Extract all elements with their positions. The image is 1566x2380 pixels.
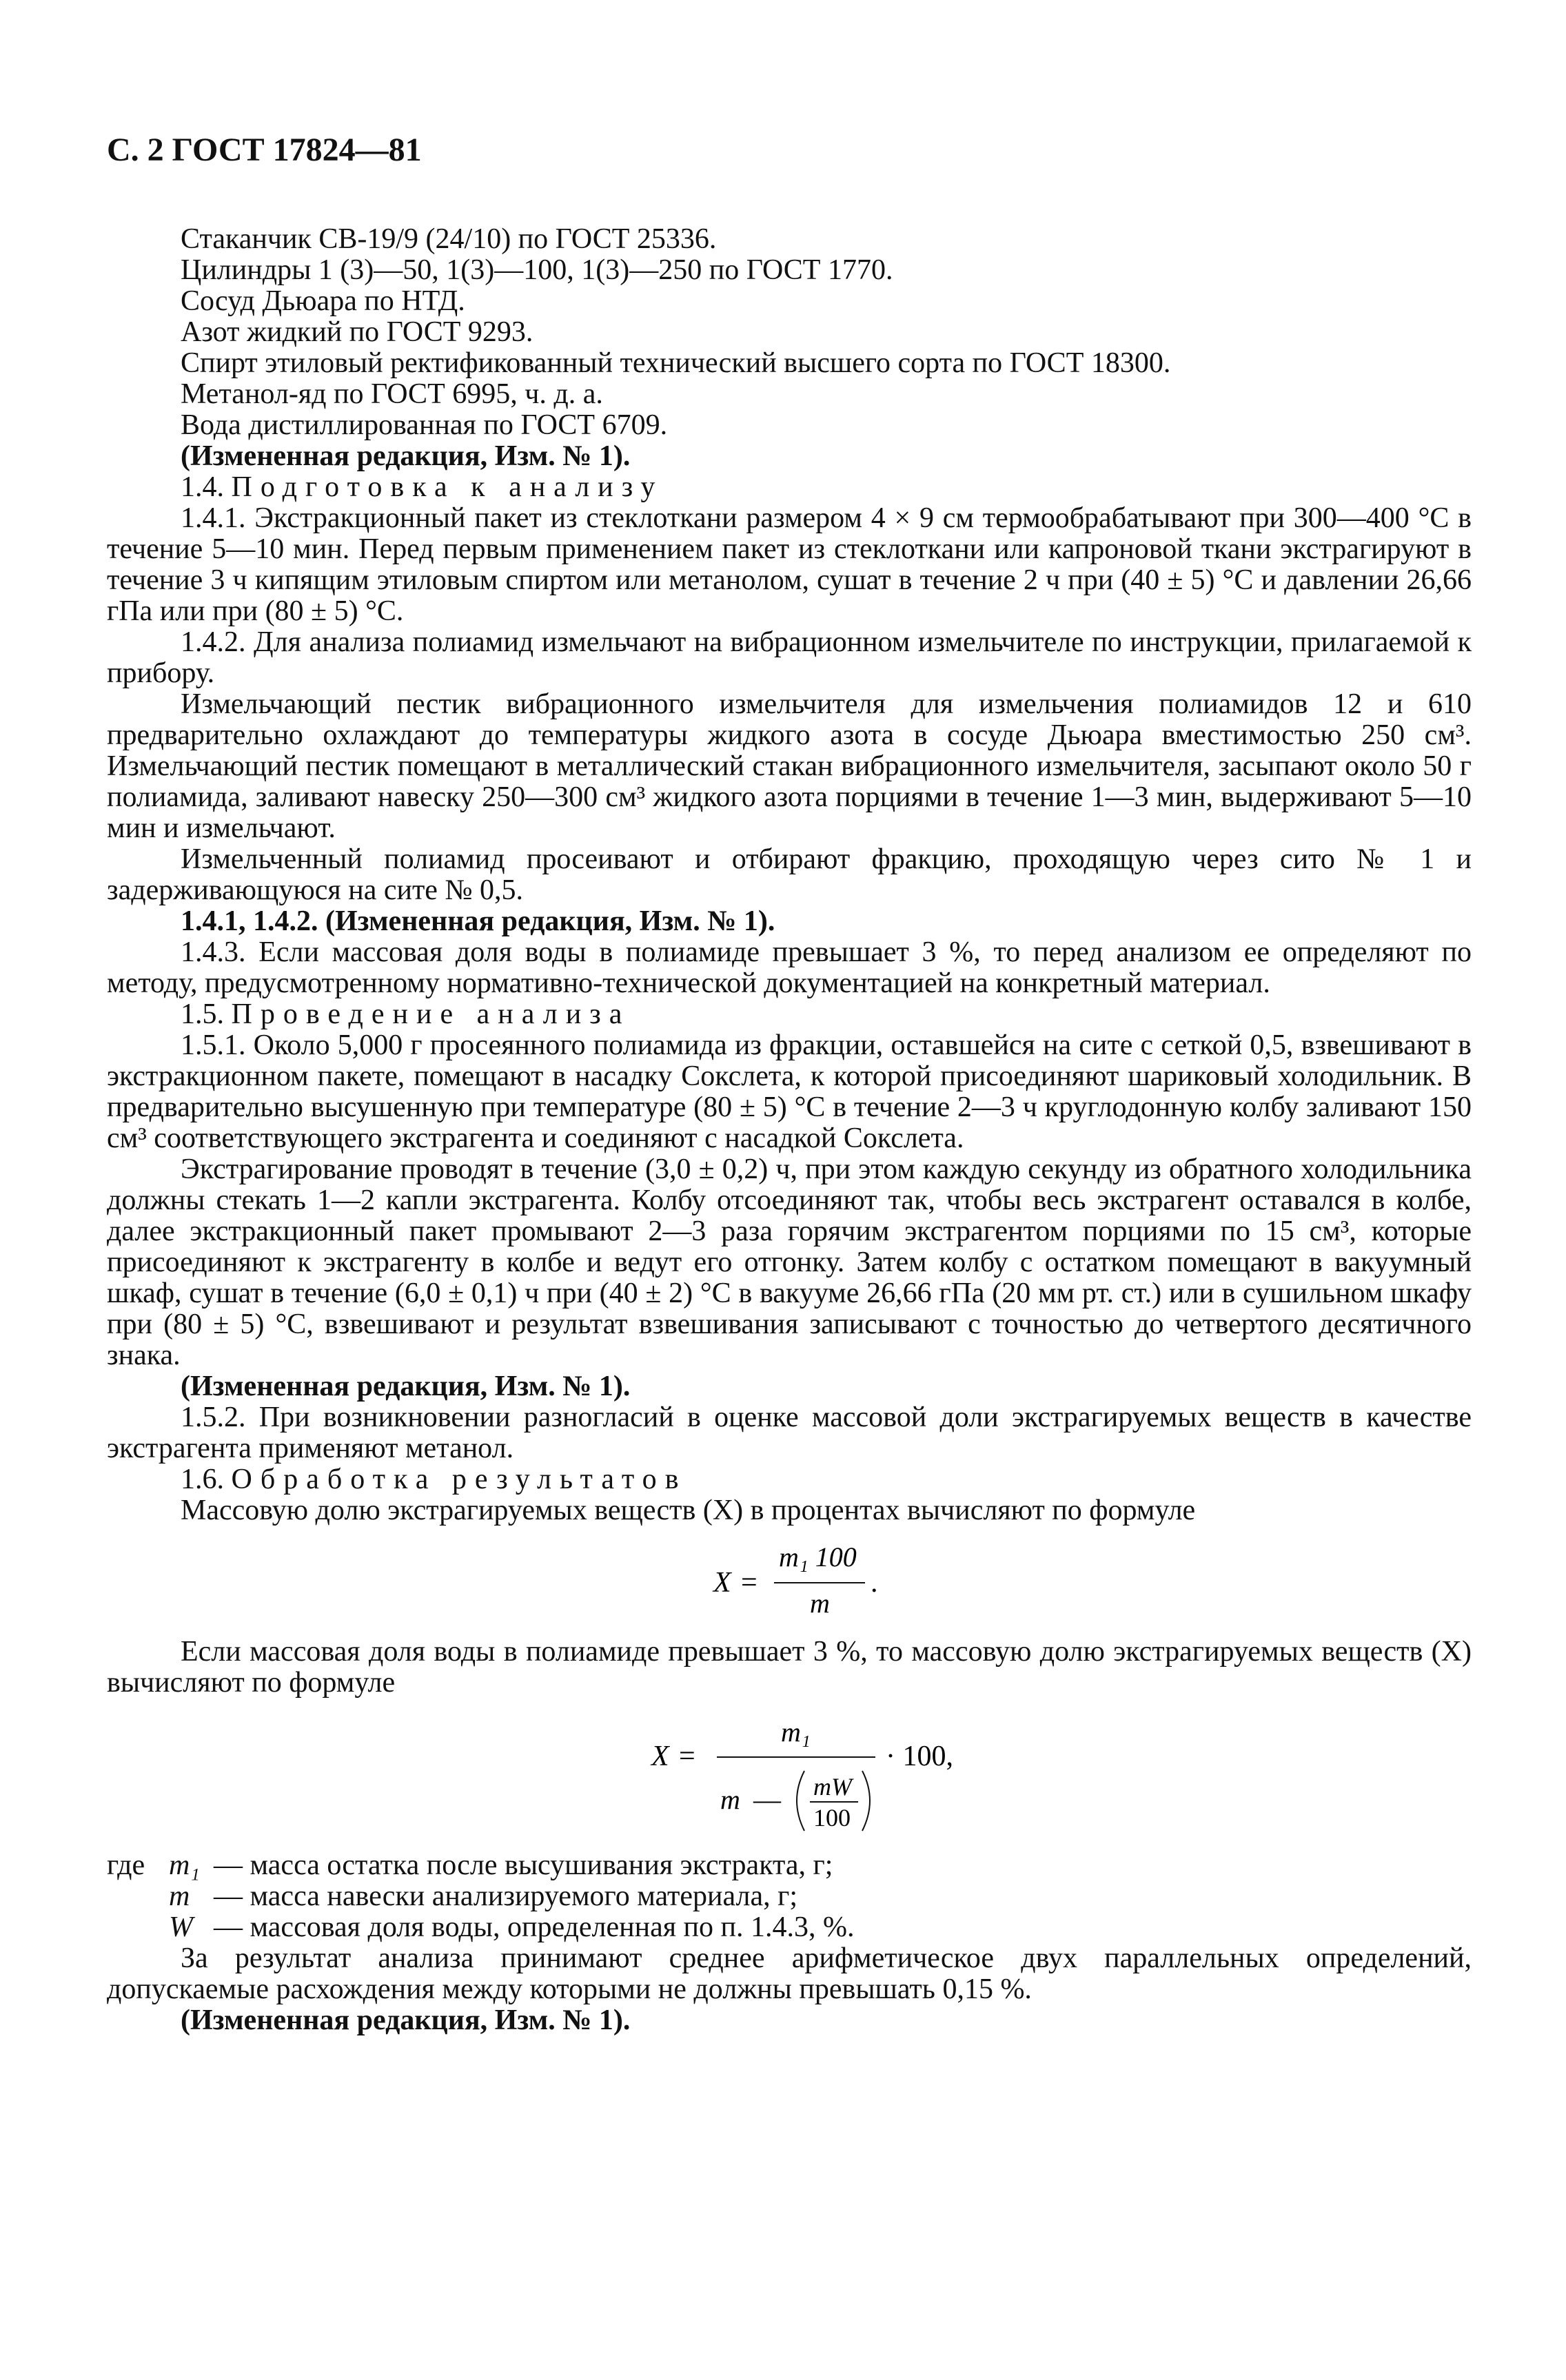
definition-row	[107, 1912, 1472, 1943]
section-heading	[107, 1464, 1472, 1495]
section-title: Обработка результатов	[231, 1464, 687, 1495]
item-line: Стаканчик СВ-19/9 (24/10) по ГОСТ 25336.	[181, 223, 717, 255]
item-line: Сосуд Дьюара по НТД.	[181, 285, 465, 317]
amendment-text: 1.4.1, 1.4.2. (Измененная редакция, Изм. № 1).	[181, 905, 775, 937]
amendment-note: (Измененная редакция, Изм. № 1).	[181, 2004, 631, 2036]
paragraph: Экстрагирование проводят в течение (3,0 ± 0,2) ч, при этом каждую секунду из обратного холодильника должны стекать 1—2 капли экстрагента. Колбу отсоединяют так, чтобы весь экстрагент оставался в колбе, далее экстракционный пакет промывают 2—3 раза горячим экстрагентом порциями по 15 см³, которые присоединяют к экстрагенту в колбе и ведут его отгонку. Затем колбу с остатком помещают в вакуумный шкаф, сушат в течение (6,0 ± 0,1) ч при (40 ± 2) °С в вакууме 26,66 гПа (20 мм рт. ст.) или в сушильном шкафу при (80 ± 5) °С, взвешивают и результат взвешивания записывают с точностью до четвертого десятичного знака.	[107, 1153, 1472, 1371]
paragraph: 1.5.1. Около 5,000 г просеянного полиамида из фракции, оставшейся на сите с сеткой 0,5, взвешивают в экстракционном пакете, помещают в насадку Сокслета, к которой присоединяют шариковый холодильник. В предварительно высушенную при температуре (80 ± 5) °С в течение 2—3 ч круглодонную колбу заливают 150 см³ соответствующего экстрагента и соединяют с насадкой Сокслета.	[107, 1029, 1472, 1154]
section-number: 1.4.	[181, 471, 224, 503]
formula-1-numerator: m₁ 100	[779, 1541, 857, 1572]
formula-2-eq: =	[679, 1741, 695, 1772]
formula-1-graphic	[107, 1526, 1472, 1637]
formula-2-lhs: X	[651, 1741, 669, 1772]
section-title: Подготовка к анализу	[231, 471, 664, 503]
formula-2-graphic	[107, 1699, 1472, 1850]
amendment-note: (Измененная редакция, Изм. № 1).	[181, 440, 631, 472]
item-line: Спирт этиловый ректификованный технический высшего сорта по ГОСТ 18300.	[181, 347, 1171, 379]
variable-symbol: W	[169, 1911, 193, 1943]
where-prefix	[107, 1912, 169, 1943]
item-line: Метанол-яд по ГОСТ 6995, ч. д. а.	[181, 378, 603, 410]
amendment-note: (Измененная редакция, Изм. № 1).	[181, 1371, 631, 1402]
paragraph: 1.4.1. Экстракционный пакет из стеклоткани размером 4 × 9 см термообрабатывают при 300—400 °С в течение 5—10 мин. Перед первым применением пакет из стеклоткани или капроновой ткани экстрагируют в течение 3 ч кипящим этиловым спиртом или метанолом, сушат в течение 2 ч при (40 ± 5) °С и давлении 26,66 гПа или при (80 ± 5) °С.	[107, 502, 1472, 627]
section-heading	[107, 999, 1472, 1030]
section-number: 1.6.	[181, 1464, 224, 1495]
formula-2-denominator-m: m	[720, 1784, 740, 1815]
left-paren	[797, 1771, 804, 1831]
formula-2-minus: —	[753, 1784, 781, 1815]
variable-symbol: m	[169, 1880, 190, 1912]
item-line: Цилиндры 1 (3)—50, 1(3)—100, 1(3)—250 по ГОСТ 1770.	[181, 254, 893, 286]
right-paren	[862, 1771, 870, 1831]
paragraph: Массовую долю экстрагируемых веществ (X) в процентах вычисляют по формуле	[181, 1495, 1196, 1526]
paragraph: 1.4.3. Если массовая доля воды в полиамиде превышает 3 %, то перед анализом ее определяют по методу, предусмотренному нормативно-технической документацией на конкретный материал.	[107, 936, 1472, 999]
item-line: Азот жидкий по ГОСТ 9293.	[181, 316, 533, 348]
variable-description: — массовая доля воды, определенная по п. 1.4.3, %.	[214, 1911, 855, 1943]
formula-2-tail: · 100,	[886, 1741, 953, 1772]
where-prefix	[107, 1881, 169, 1912]
page-header: С. 2 ГОСТ 17824—81	[107, 132, 422, 168]
formula-2	[107, 1699, 1472, 1850]
section-heading	[107, 472, 1472, 503]
document-body	[107, 224, 1472, 2036]
amendment-note	[107, 906, 1472, 937]
variable-definitions	[107, 1850, 1472, 1943]
paragraph: Измельченный полиамид просеивают и отбирают фракцию, проходящую через сито № 1 и задерживающуюся на сите № 0,5.	[107, 843, 1472, 906]
variable-symbol: m₁	[169, 1849, 200, 1881]
formula-1-denominator: m	[810, 1588, 830, 1619]
formula-2-numerator: m₁	[781, 1716, 811, 1747]
section-number: 1.5.	[181, 998, 224, 1030]
formula-1-end: .	[871, 1567, 878, 1599]
paragraph: Измельчающий пестик вибрационного измельчителя для измельчения полиамидов 12 и 610 предварительно охлаждают до температуры жидкого азота в сосуде Дьюара вместимостью 250 см³. Измельчающий пестик помещают в металлический стакан вибрационного измельчителя, засыпают около 50 г полиамида, заливают навеску 250—300 см³ жидкого азота порциями в течение 1—3 мин, выдерживают 5—10 мин и измельчают.	[107, 688, 1472, 844]
formula-1	[107, 1526, 1472, 1637]
formula-2-inner-numerator: mW	[813, 1773, 852, 1801]
section-title: Проведение анализа	[231, 998, 631, 1030]
paragraph: 1.4.2. Для анализа полиамид измельчают на вибрационном измельчителе по инструкции, прилагаемой к прибору.	[107, 626, 1472, 689]
definition-row	[107, 1881, 1472, 1912]
formula-1-eq: =	[741, 1567, 757, 1599]
formula-2-inner-denominator: 100	[813, 1804, 851, 1832]
definition-row	[107, 1850, 1472, 1881]
paragraph: 1.5.2. При возникновении разногласий в оценке массовой доли экстрагируемых веществ в качестве экстрагента применяют метанол.	[107, 1402, 1472, 1464]
item-line: Вода дистиллированная по ГОСТ 6709.	[181, 409, 668, 441]
formula-1-lhs: X	[713, 1567, 731, 1599]
variable-description: — масса навески анализируемого материала, г;	[214, 1880, 798, 1912]
paragraph: Если массовая доля воды в полиамиде превышает 3 %, то массовую долю экстрагируемых веществ (X) вычисляют по формуле	[107, 1636, 1472, 1699]
paragraph: За результат анализа принимают среднее арифметическое двух параллельных определений, допускаемые расхождения между которыми не должны превышать 0,15 %.	[107, 1942, 1472, 2005]
variable-description: — масса остатка после высушивания экстракта, г;	[214, 1849, 833, 1881]
where-prefix: где	[107, 1849, 145, 1881]
